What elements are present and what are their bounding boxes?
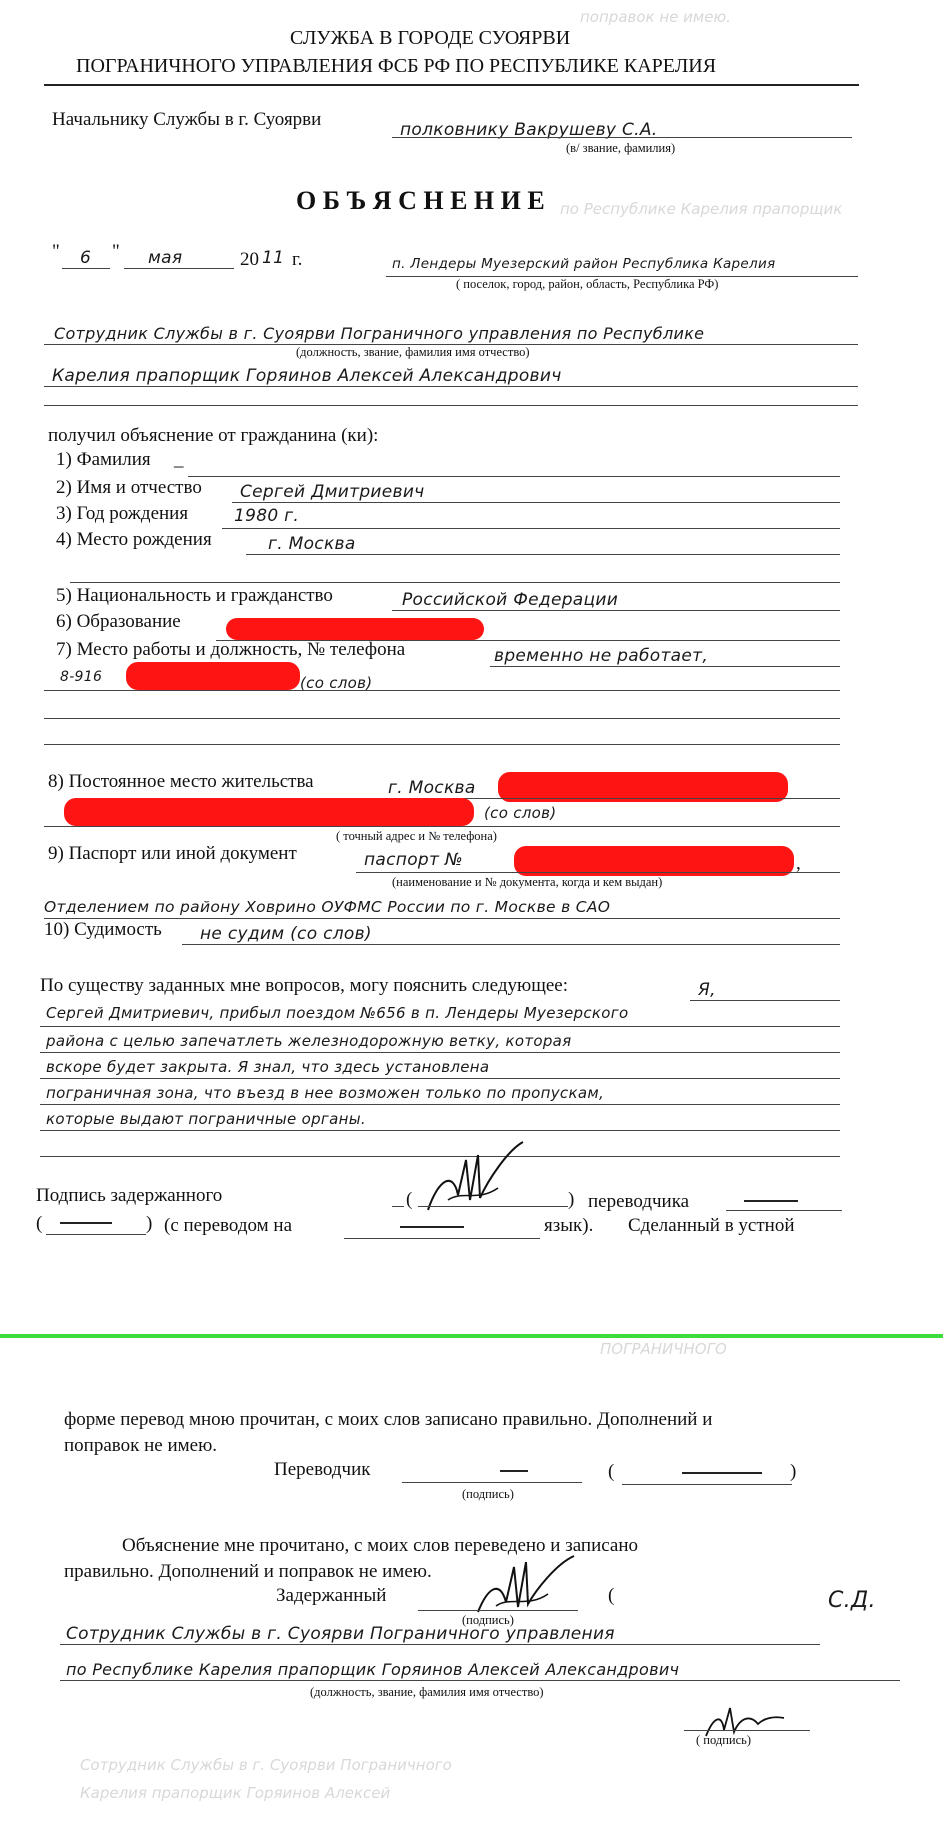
header-line-2: ПОГРАНИЧНОГО УПРАВЛЕНИЯ ФСБ РФ ПО РЕСПУБЛИКЕ КАРЕЛИЯ xyxy=(76,55,717,77)
addressee-hint: (в/ звание, фамилия) xyxy=(566,141,676,155)
officer-sign-hint: ( подпись) xyxy=(696,1733,752,1747)
detained-open-paren: ( xyxy=(608,1585,615,1606)
detained-signature xyxy=(470,1552,580,1622)
translation-open-paren: ( xyxy=(36,1213,43,1234)
officer-line-1: Сотрудник Службы в г. Суоярви Пограничного управления по Республике xyxy=(54,324,705,343)
date-month: мая xyxy=(148,248,183,268)
detained-sign-rule xyxy=(418,1610,578,1611)
field-8-label: 8) Постоянное место жительства xyxy=(48,771,314,792)
field-9-comma: , xyxy=(796,853,801,874)
field-2-rule xyxy=(232,502,840,503)
page2-officer-rule-2 xyxy=(60,1680,900,1681)
date-place-hint: ( поселок, город, район, область, Республика РФ) xyxy=(456,277,719,291)
officer-rule-2 xyxy=(44,386,858,387)
translator-word: переводчика xyxy=(588,1191,690,1212)
translator-name-dash xyxy=(682,1472,762,1474)
officer-line-2: Карелия прапорщик Горяинов Алексей Александрович xyxy=(52,366,562,386)
field-1-rule xyxy=(188,476,840,477)
explanation-line: района с целью запечатлеть железнодорожную ветку, которая xyxy=(46,1032,572,1050)
explanation-line: вскоре будет закрыта. Я знал, что здесь установлена xyxy=(46,1058,490,1076)
addressee-rule xyxy=(392,137,852,138)
detained-sign-hint: (подпись) xyxy=(462,1613,514,1627)
page2-officer-rule-1 xyxy=(60,1644,820,1645)
addressee-label: Начальнику Службы в г. Суоярви xyxy=(52,109,322,130)
field-9-hint: (наименование и № документа, когда и кем выдан) xyxy=(392,875,663,889)
field-10-value: не судим (со слов) xyxy=(200,924,372,944)
date-day-rule xyxy=(62,268,110,269)
bleed-through: Сотрудник Службы в г. Суоярви Пограничного xyxy=(80,1756,452,1774)
with-translation: (с переводом на xyxy=(164,1215,293,1236)
page2-line-2: поправок не имею. xyxy=(64,1435,218,1456)
field-3-rule xyxy=(222,528,840,529)
explanation-line: пограничная зона, что въезд в нее возможен только по пропускам, xyxy=(46,1084,605,1102)
field-3-value: 1980 г. xyxy=(234,506,300,526)
detained-initials: С.Д. xyxy=(828,1588,876,1613)
field-10-label: 10) Судимость xyxy=(44,919,162,940)
page2-officer-line-1: Сотрудник Службы в г. Суоярви Пограничного управления xyxy=(66,1624,615,1644)
explanation-label: По существу заданных мне вопросов, могу пояснить следующее: xyxy=(40,975,568,996)
date-year-unit: г. xyxy=(292,249,303,270)
field-8-rule-2 xyxy=(44,826,840,827)
field-7-rule-2 xyxy=(44,690,840,691)
redaction-education xyxy=(226,618,484,640)
field-8-note: (со слов) xyxy=(484,804,557,822)
date-year-prefix: 20 xyxy=(240,249,259,270)
field-4-value: г. Москва xyxy=(268,534,356,554)
field-7-rule xyxy=(490,666,840,667)
detainee-signature-rule xyxy=(392,1206,404,1207)
document-title: О Б Ъ Я С Н Е Н И Е xyxy=(296,186,545,215)
explanation-rule xyxy=(40,1104,840,1105)
field-3-label: 3) Год рождения xyxy=(56,503,189,524)
field-9-rule-2 xyxy=(44,918,840,919)
explanation-rule-0 xyxy=(690,1000,840,1001)
field-7-value: временно не работает, xyxy=(494,646,709,666)
field-8-hint: ( точный адрес и № телефона) xyxy=(336,829,497,843)
page2-officer-hint: (должность, звание, фамилия имя отчество) xyxy=(310,1685,544,1699)
page2-officer-line-2: по Республике Карелия прапорщик Горяинов Алексей Александрович xyxy=(66,1660,680,1679)
explanation-rule xyxy=(40,1026,840,1027)
translator-sign-dash xyxy=(500,1470,528,1472)
field-4-rule-2 xyxy=(70,582,840,583)
redaction-phone xyxy=(126,662,300,690)
bleed-through: Карелия прапорщик Горяинов Алексей xyxy=(80,1784,391,1802)
field-9-value: паспорт № xyxy=(364,850,463,870)
translator-open-paren: ( xyxy=(608,1461,615,1482)
field-9-issuer: Отделением по району Ховрино ОУФМС России по г. Москве в САО xyxy=(44,898,611,916)
detained-label: Задержанный xyxy=(276,1585,387,1606)
officer-hint: (должность, звание, фамилия имя отчество) xyxy=(296,345,530,359)
translator-name-rule xyxy=(622,1484,792,1485)
field-6-label: 6) Образование xyxy=(56,611,181,632)
field-7-phone-note: (со слов) xyxy=(300,674,373,692)
field-2-value: Сергей Дмитриевич xyxy=(240,482,425,502)
read-line-1: Объяснение мне прочитано, с моих слов переведено и записано xyxy=(122,1535,639,1556)
translator-sign-hint: (подпись) xyxy=(462,1487,514,1501)
field-5-label: 5) Национальность и гражданство xyxy=(56,585,333,606)
page2-line-1: форме перевод мною прочитан, с моих слов записано правильно. Дополнений и xyxy=(64,1409,713,1430)
field-7-rule-3 xyxy=(44,718,840,719)
translation-close-paren: ) xyxy=(146,1213,153,1234)
translation-dash xyxy=(60,1222,112,1224)
officer-sign-rule xyxy=(684,1730,810,1731)
explanation-rule xyxy=(40,1052,840,1053)
translator-sign-rule xyxy=(402,1482,582,1483)
bleed-through: ПОГРАНИЧНОГО xyxy=(600,1340,727,1358)
language-word: язык). xyxy=(544,1215,594,1236)
signature-open-paren: ( xyxy=(406,1189,413,1210)
field-9-rule xyxy=(356,872,840,873)
explanation-rule xyxy=(40,1130,840,1131)
translator-label: Переводчик xyxy=(274,1459,371,1480)
received-from: получил объяснение от гражданина (ки): xyxy=(48,425,379,446)
field-7-phone: 8-916 xyxy=(60,669,103,685)
explanation-rule xyxy=(40,1078,840,1079)
field-2-label: 2) Имя и отчество xyxy=(56,477,202,498)
translator-close-paren: ) xyxy=(790,1461,797,1482)
date-place: п. Лендеры Муезерский район Республика Карелия xyxy=(392,256,776,272)
language-rule xyxy=(344,1238,540,1239)
detainee-signature xyxy=(418,1140,528,1220)
explanation-line: Сергей Дмитриевич, прибыл поездом №656 в п. Лендеры Муезерского xyxy=(46,1004,629,1022)
field-4-rule xyxy=(246,554,840,555)
field-4-label: 4) Место рождения xyxy=(56,529,212,550)
header-rule xyxy=(44,84,859,86)
detainee-signature-label: Подпись задержанного xyxy=(36,1185,223,1206)
read-line-2: правильно. Дополнений и поправок не имею. xyxy=(64,1561,432,1582)
field-5-value: Российской Федерации xyxy=(402,590,619,610)
date-open-quote: " xyxy=(52,241,60,262)
explanation-line: которые выдают пограничные органы. xyxy=(46,1110,366,1128)
translator-dash xyxy=(744,1200,798,1202)
explanation-first: Я, xyxy=(698,980,716,1000)
date-year-suffix: 11 xyxy=(262,248,285,268)
field-10-rule xyxy=(182,944,840,945)
bleed-through: по Республике Карелия прапорщик xyxy=(560,200,843,218)
oral-text: Сделанный в устной xyxy=(628,1215,795,1236)
field-1-label: 1) Фамилия xyxy=(56,449,151,470)
field-7-label: 7) Место работы и должность, № телефона xyxy=(56,639,406,660)
addressee-value: полковнику Вакрушеву С.А. xyxy=(400,120,658,140)
field-5-rule xyxy=(392,610,840,611)
translation-rule xyxy=(46,1234,146,1235)
redaction-address-2 xyxy=(64,798,474,826)
date-close-quote: " xyxy=(112,241,120,262)
date-day: 6 xyxy=(80,248,92,268)
signature-rule xyxy=(418,1206,568,1207)
field-1-value: _ xyxy=(174,449,184,470)
field-9-label: 9) Паспорт или иной документ xyxy=(48,843,297,864)
signature-close-paren: ) xyxy=(568,1189,575,1210)
translator-rule xyxy=(726,1210,842,1211)
language-dash xyxy=(400,1226,464,1228)
officer-rule-3 xyxy=(44,405,858,406)
field-8-value: г. Москва xyxy=(388,778,476,798)
page-separator xyxy=(0,1334,943,1338)
field-7-rule-4 xyxy=(44,744,840,745)
bleed-through: поправок не имею. xyxy=(580,8,731,26)
header-line-1: СЛУЖБА В ГОРОДЕ СУОЯРВИ xyxy=(290,27,571,49)
date-month-rule xyxy=(124,268,234,269)
